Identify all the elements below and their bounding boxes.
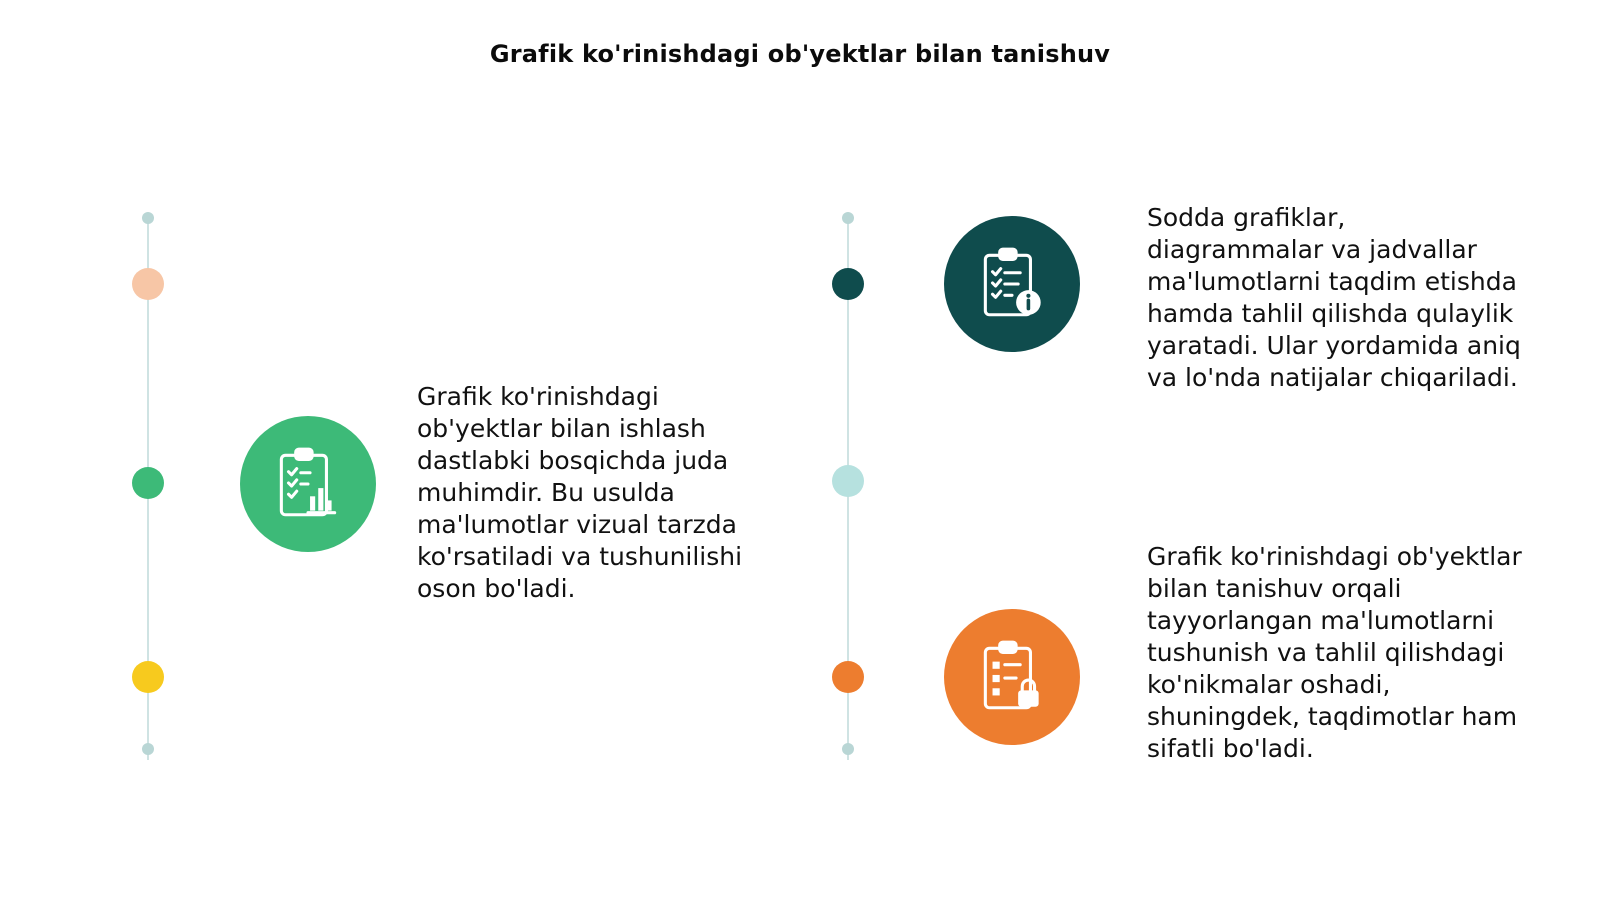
timeline-dot-mint [832, 465, 864, 497]
item-left-text: Grafik ko'rinishdagi ob'yektlar bilan ishlash dastlabki bosqichda juda muhimdir. Bu usulda ma'lumotlar vizual tarzda ko'rsatiladi va tushunilishi oson bo'ladi. [417, 382, 743, 603]
timeline-start-cap [842, 212, 854, 224]
timeline-dot-yellow [132, 661, 164, 693]
page-title: Grafik ko'rinishdagi ob'yektlar bilan tanishuv [489, 40, 1111, 68]
item-top-right-icon-circle [944, 216, 1080, 352]
clipboard-chart-icon [267, 443, 349, 525]
clipboard-lock-icon [971, 636, 1053, 718]
timeline-start-cap [142, 212, 154, 224]
timeline-dot-green [132, 467, 164, 499]
left-timeline [128, 212, 168, 772]
item-bottom-right-icon-circle [944, 609, 1080, 745]
timeline-dot-peach [132, 268, 164, 300]
timeline-dot-teal [832, 268, 864, 300]
item-top-right-text: Sodda grafiklar, diagrammalar va jadvallar ma'lumotlarni taqdim etishda hamda tahlil qilishda qulaylik yaratadi. Ular yordamida aniq va lo'nda natijalar chiqariladi. [1147, 203, 1521, 392]
item-left-icon-circle [240, 416, 376, 552]
timeline-dot-orange [832, 661, 864, 693]
timeline-end-cap [142, 743, 154, 755]
right-timeline [828, 212, 868, 772]
clipboard-info-icon [971, 243, 1053, 325]
item-bottom-right-text: Grafik ko'rinishdagi ob'yektlar bilan tanishuv orqali tayyorlangan ma'lumotlarni tushunish va tahlil qilishdagi ko'nikmalar oshadi, shuningdek, taqdimotlar ham sifatli bo'ladi. [1147, 542, 1522, 763]
timeline-end-cap [842, 743, 854, 755]
